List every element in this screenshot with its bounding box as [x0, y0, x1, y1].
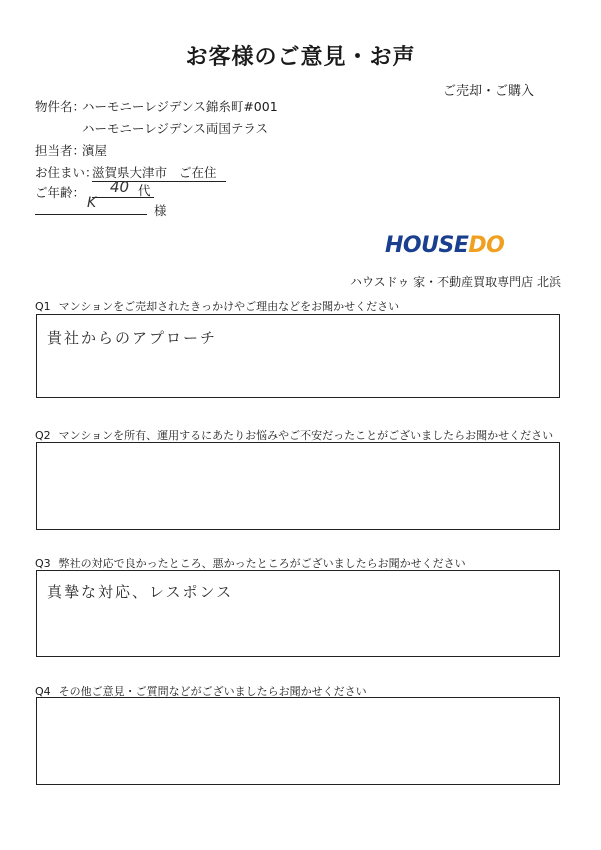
property-name-1: ハーモニーレジデンス錦糸町#001: [82, 99, 278, 114]
logo-do: DO: [468, 233, 505, 258]
q4-text: その他ご意見・ご質問などがございましたらお聞かせください: [58, 685, 367, 698]
store-name: ハウスドゥ 家・不動産買取専門店 北浜: [350, 275, 561, 289]
name-value: K: [87, 195, 97, 211]
agent-value: 濱屋: [82, 143, 108, 158]
q2-text: マンションを所有、運用するにあたりお悩みやご不安だったことがございましたらお聞かせください: [58, 429, 554, 442]
agent-label: 担当者：: [35, 143, 86, 158]
address-suffix: ご在住: [179, 165, 217, 180]
q3-answer-box[interactable]: [36, 570, 560, 657]
property-label: 物件名：: [35, 99, 86, 114]
name-suffix: 様: [154, 203, 167, 218]
age-field: [92, 180, 154, 198]
housedo-logo: [385, 233, 504, 258]
q3-label: Q3 弊社の対応で良かったところ、悪かったところがございましたらお聞かせください: [35, 557, 466, 570]
address-value: 滋賀県大津市: [92, 165, 168, 180]
q3-text: 弊社の対応で良かったところ、悪かったところがございましたらお聞かせください: [58, 557, 466, 570]
q1-text: マンションをご売却されたきっかけやご理由などをお聞かせください: [58, 300, 400, 313]
age-value: 40: [110, 178, 130, 196]
page-title: お客様のご意見・お声: [185, 45, 416, 70]
q1-answer-box[interactable]: [36, 314, 560, 398]
q3-answer: 真摯な対応、レスポンス: [47, 583, 234, 601]
q4-label: Q4 その他ご意見・ご質問などがございましたらお聞かせください: [35, 685, 367, 698]
q2-label: Q2 マンションを所有、運用するにあたりお悩みやご不安だったことがございましたらお聞かせください: [35, 429, 554, 442]
purpose-label: ご売却・ご購入: [443, 84, 535, 99]
logo-house: HOUSE: [385, 233, 469, 258]
q1-answer: 貴社からのアプローチ: [47, 329, 218, 347]
name-field: [35, 195, 147, 215]
q1-label: Q1 マンションをご売却されたきっかけやご理由などをお聞かせください: [35, 300, 400, 313]
q2-answer-box[interactable]: [36, 442, 560, 530]
age-label: ご年齢：: [35, 185, 86, 200]
age-suffix: 代: [138, 183, 151, 198]
address-label: お住まい：: [35, 165, 98, 180]
property-name-2: ハーモニーレジデンス両国テラス: [82, 121, 268, 136]
q4-answer-box[interactable]: [36, 697, 560, 785]
